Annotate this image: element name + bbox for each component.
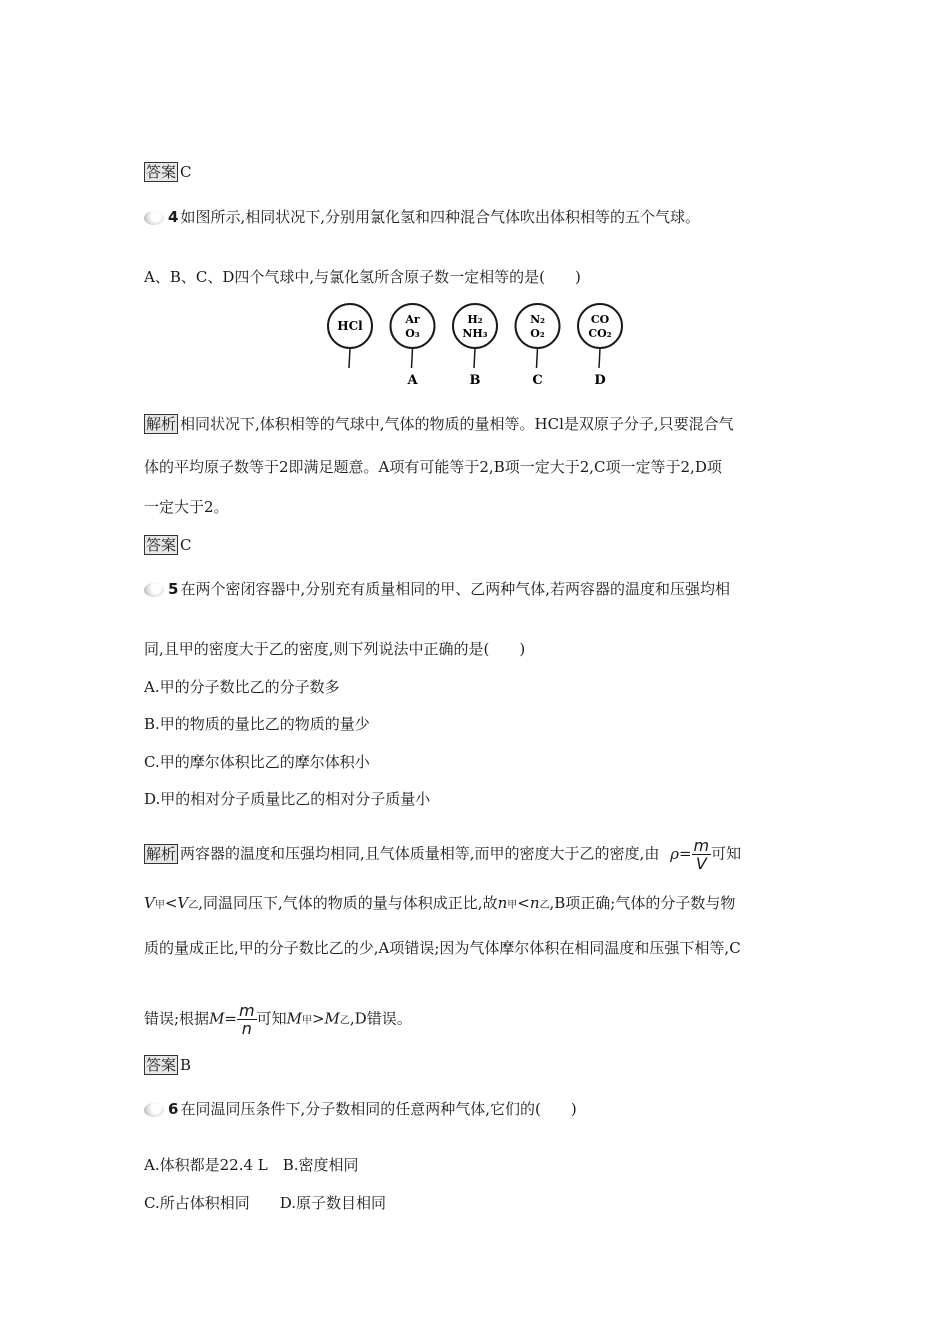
q3-answer <box>144 162 192 182</box>
q6-options-line1: A.体积都是22.4 L B.密度相同 <box>144 1156 359 1174</box>
balloon-string <box>537 348 538 368</box>
answer-tag: 答案 <box>146 1056 177 1074</box>
balloon-gas-1: HCl <box>337 319 363 333</box>
answer-value: C <box>180 163 192 181</box>
question-number: 4 <box>168 208 179 226</box>
q4-stem-line2: A、B、C、D四个气球中,与氯化氢所含原子数一定相等的是( ) <box>144 268 581 286</box>
balloon-gas-1: CO <box>590 313 610 326</box>
balloon-figure <box>320 300 630 392</box>
balloon-string <box>599 348 600 368</box>
q5-option-a: A.甲的分子数比乙的分子数多 <box>144 678 340 696</box>
q4-stem-line1 <box>144 207 700 227</box>
balloon <box>578 304 622 388</box>
balloon-circle <box>391 304 435 348</box>
balloon-circle <box>453 304 497 348</box>
balloon-letter: D <box>594 373 606 388</box>
balloon-gas-1: Ar <box>405 313 420 326</box>
answer-tag: 答案 <box>146 536 177 554</box>
question-bubble-icon <box>144 211 164 225</box>
q5-analysis-line3: 质的量成正比,甲的分子数比乙的少,A项错误;因为气体摩尔体积在相同温度和压强下相等,C <box>144 939 741 957</box>
question-text: 在同温同压条件下,分子数相同的任意两种气体,它们的( ) <box>180 1100 577 1118</box>
answer-tag: 答案 <box>146 163 177 181</box>
q4-analysis-line3: 一定大于2。 <box>144 498 229 516</box>
analysis-tag: 解析 <box>146 415 177 433</box>
question-bubble-icon <box>144 583 164 597</box>
balloon-gas-1: N₂ <box>530 313 545 326</box>
balloon-gas-2: NH₃ <box>462 327 488 340</box>
balloon-letter: C <box>532 373 543 388</box>
balloon-string <box>349 348 350 368</box>
balloon <box>453 304 497 388</box>
balloon-string <box>474 348 475 368</box>
balloon <box>391 304 435 388</box>
balloon-circle <box>516 304 560 348</box>
q5-analysis-line2: V甲<V乙,同温同压下,气体的物质的量与体积成正比,故n甲<n乙,B项正确;气体的分子数与物 <box>144 894 736 912</box>
rho-symbol: ρ <box>670 844 679 863</box>
fraction-m-over-n: $\frac{m}{n}$ <box>239 1001 255 1038</box>
q5-option-b: B.甲的物质的量比乙的物质的量少 <box>144 715 370 733</box>
q6-options-line2: C.所占体积相同 D.原子数目相同 <box>144 1194 386 1212</box>
question-text: 在两个密闭容器中,分别充有质量相同的甲、乙两种气体,若两容器的温度和压强均相 <box>180 580 730 598</box>
balloon-gas-2: O₃ <box>405 327 420 340</box>
q5-answer <box>144 1055 191 1075</box>
q5-stem-line2: 同,且甲的密度大于乙的密度,则下列说法中正确的是( ) <box>144 640 526 658</box>
analysis-tag: 解析 <box>146 844 177 863</box>
q5-option-c: C.甲的摩尔体积比乙的摩尔体积小 <box>144 753 370 771</box>
answer-value: B <box>180 1056 192 1074</box>
balloon-gas-2: CO₂ <box>588 327 612 340</box>
q6-stem <box>144 1099 577 1119</box>
question-number: 5 <box>168 580 179 598</box>
q4-analysis-line2: 体的平均原子数等于2即满足题意。A项有可能等于2,B项一定大于2,C项一定等于2,D项 <box>144 458 722 476</box>
q5-stem-line1 <box>144 579 730 599</box>
balloon-letter: B <box>469 373 481 388</box>
balloon-gas-2: O₂ <box>530 327 545 340</box>
question-bubble-icon <box>144 1103 164 1117</box>
answer-value: C <box>180 536 192 554</box>
balloon-string <box>412 348 413 368</box>
q5-option-d: D.甲的相对分子质量比乙的相对分子质量小 <box>144 790 431 808</box>
question-number: 6 <box>168 1100 179 1118</box>
balloon-letter: A <box>407 373 418 388</box>
balloon <box>516 304 560 388</box>
fraction-m-over-v: $\frac{m}{V}$ <box>693 836 710 873</box>
balloon <box>328 304 372 368</box>
q5-analysis-line4: 错误;根据M= $\frac{m}{n}$ 可知M甲>M乙,D错误。 <box>144 1001 412 1038</box>
question-text: 如图所示,相同状况下,分别用氯化氢和四种混合气体吹出体积相等的五个气球。 <box>180 208 700 226</box>
q4-analysis-line1: 解析 相同状况下,体积相等的气球中,气体的物质的量相等。HCl是双原子分子,只要混合气 <box>146 415 734 433</box>
balloon-gas-1: H₂ <box>467 313 483 326</box>
q5-analysis-line1: 解析 两容器的温度和压强均相同,且气体质量相等,而甲的密度大于乙的密度,由 ρ= $\frac{m}{V}$ 可知 <box>146 836 742 873</box>
balloon-circle <box>578 304 622 348</box>
q4-answer <box>144 535 192 555</box>
